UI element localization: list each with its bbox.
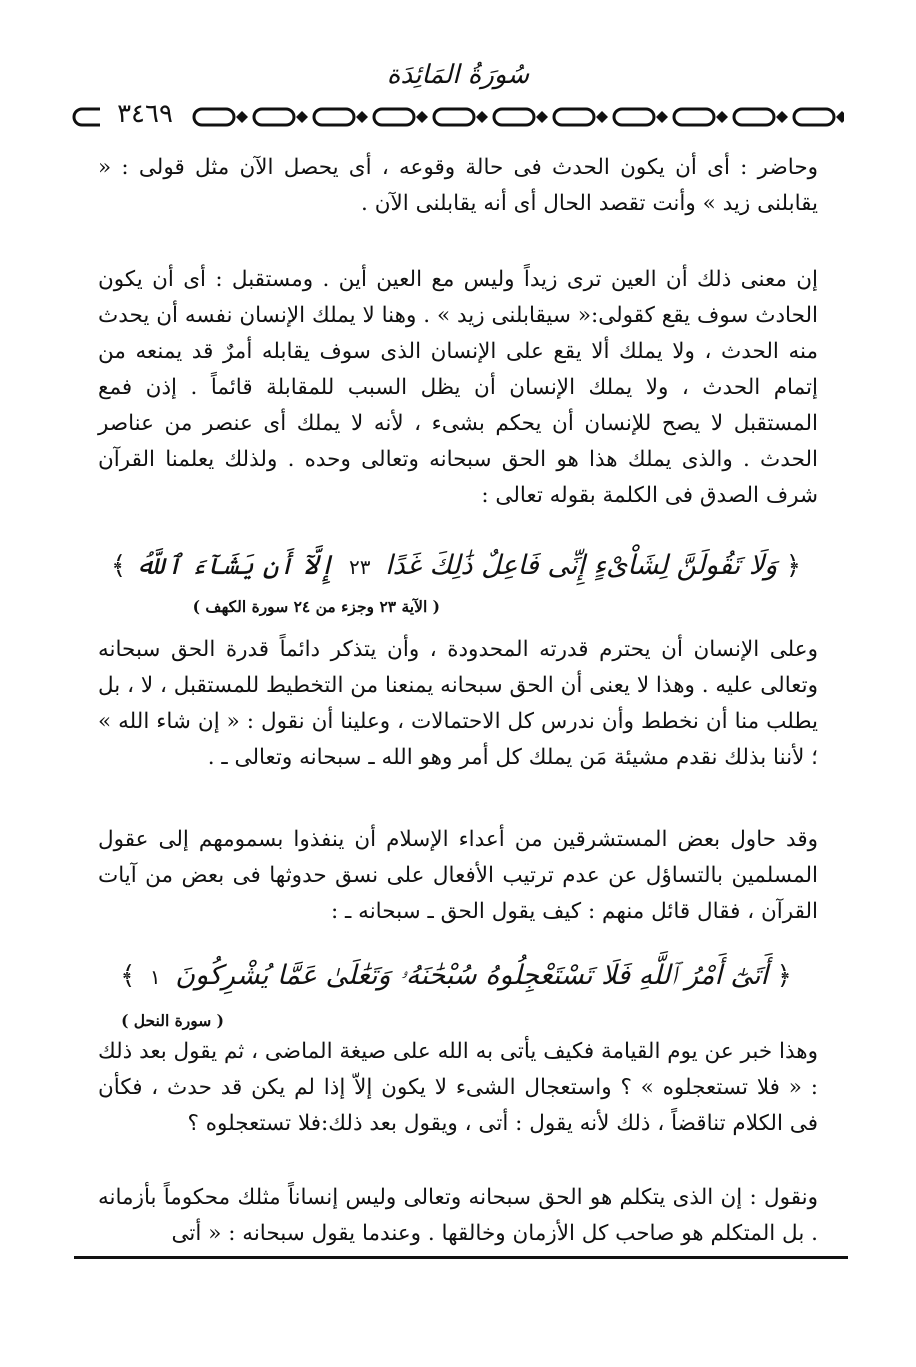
- page-number: ٣٤٦٩: [100, 97, 190, 131]
- ornament-link: [794, 109, 834, 125]
- ornament-diamond: [416, 111, 428, 123]
- ornament-diamond: [476, 111, 488, 123]
- footer-rule: [74, 1256, 848, 1259]
- verse-text: أَتَىٰٓ أَمْرُ ٱللَّهِ فَلَا تَسْتَعْجِلُوهُ سُبْحَٰنَهُۥ وَتَعَٰلَىٰ عَمَّا يُشْرِكُونَ: [175, 960, 769, 991]
- paragraph-6: ونقول : إن الذى يتكلم هو الحق سبحانه وتعالى وليس إنساناً مثلك محكوماً بأزمانه . بل المتكلم هو صاحب كل الأزمان وخالقها . وعندما يقول سبحانه : « أتى: [98, 1185, 818, 1246]
- ornament-diamond: [716, 111, 728, 123]
- ornament-link: [194, 109, 234, 125]
- verse-number: ١: [149, 965, 161, 989]
- verse-open-bracket: ﴿: [776, 961, 792, 991]
- ornament-diamond: [836, 111, 844, 123]
- ornament-diamond: [236, 111, 248, 123]
- verse-text-continued: إِلَّآ أَن يَشَآءَ ٱللَّهُ: [134, 550, 335, 581]
- ornament-link: [314, 109, 354, 125]
- paragraph-1: وحاضر : أى أن يكون الحدث فى حالة وقوعه ، أى يحصل الآن مثل قولى : « يقابلنى زيد » وأنت تقصد الحال أى أنه يقابلنى الآن .: [98, 155, 818, 216]
- ornament-link: [614, 109, 654, 125]
- paragraph-5: وهذا خبر عن يوم القيامة فكيف يأتى به الله على صيغة الماضى ، ثم يقول بعد ذلك : « فلا تستعجلوه » ؟ واستعجال الشىء لا يكون إلاّ إذا لم يكن قد حدث ، فكأن فى الكلام تناقضاً ، ذلك لأنه يقول : أتى ، ويقول بعد ذلك:فلا تستعجلوه ؟: [98, 1039, 818, 1136]
- ornament-link: [254, 109, 294, 125]
- paragraph-2: إن معنى ذلك أن العين ترى زيداً وليس مع العين أين . ومستقبل : أى أن يكون الحادث سوف يقع كقولى:« سيقابلنى زيد » . وهنا لا يملك الإنسان نفسه أن يحدث منه الحدث ، ولا يملك ألا يقع على الإنسان الذى سوف يقابله أمرٌ قد يمنعه من إتمام الحدث ، ولا يملك الإنسان أن يظل السبب للمقابلة قائماً . إذن فمع المستقبل لا يصح للإنسان أن يحكم بشىء ، لأنه لا يملك أى عنصر من عناصر الحدث . والذى يملك هذا هو الحق سبحانه وتعالى وحده . ولذلك يعلمنا القرآن شرف الصدق فى الكلمة بقوله تعالى :: [98, 267, 818, 508]
- surah-title: سُورَةُ المَائِدَة: [386, 60, 530, 90]
- paragraph-4: وقد حاول بعض المستشرقين من أعداء الإسلام أن ينفذوا بسمومهم إلى عقول المسلمين بالتساؤل عن عدم ترتيب الأفعال على نسق حدوثها فى بعض من آيات القرآن ، فقال قائل منهم : كيف يقول الحق ـ سبحانه ـ :: [98, 827, 818, 924]
- verse-number: ٢٣: [349, 555, 371, 579]
- ornament-diamond: [536, 111, 548, 123]
- ornament-diamond: [296, 111, 308, 123]
- ornament-diamond: [656, 111, 668, 123]
- quran-verse-nahl: [106, 952, 806, 1001]
- ornament-link: [554, 109, 594, 125]
- verse-reference: ( الآية ٢٣ وجزء من ٢٤ سورة الكهف ): [192, 597, 440, 616]
- quran-verse-kahf: [106, 542, 806, 591]
- verse-close-bracket: ﴾: [110, 551, 127, 581]
- ornament-link: [434, 109, 474, 125]
- ornament-diamond: [596, 111, 608, 123]
- paragraph-3: وعلى الإنسان أن يحترم قدرته المحدودة ، وأن يتذكر دائماً قدرة الحق سبحانه وتعالى عليه . وهذا لا يعنى أن الحق سبحانه يمنعنا من التخطيط للمستقبل ، لا ، بل يطلب منا أن نخطط وأن ندرس كل الاحتمالات ، وعلينا أن نقول : « إن شاء الله » ؛ لأننا بذلك نقدم مشيئة مَن يملك كل أمر وهو الله ـ سبحانه وتعالى ـ .: [98, 637, 818, 770]
- verse-open-bracket: ﴿: [785, 551, 802, 581]
- verse-text: وَلَا تَقُولَنَّ لِشَاْىْءٍ إِنِّى فَاعِلٌ ذَٰلِكَ غَدًا: [385, 550, 778, 581]
- ornament-link: [734, 109, 774, 125]
- verse-close-bracket: ﴾: [120, 961, 136, 991]
- ornament-link: [374, 109, 414, 125]
- ornament-diamond: [356, 111, 368, 123]
- ornament-link: [494, 109, 534, 125]
- verse-reference: ( سورة النحل ): [121, 1011, 224, 1030]
- ornament-diamond: [776, 111, 788, 123]
- ornament-link: [674, 109, 714, 125]
